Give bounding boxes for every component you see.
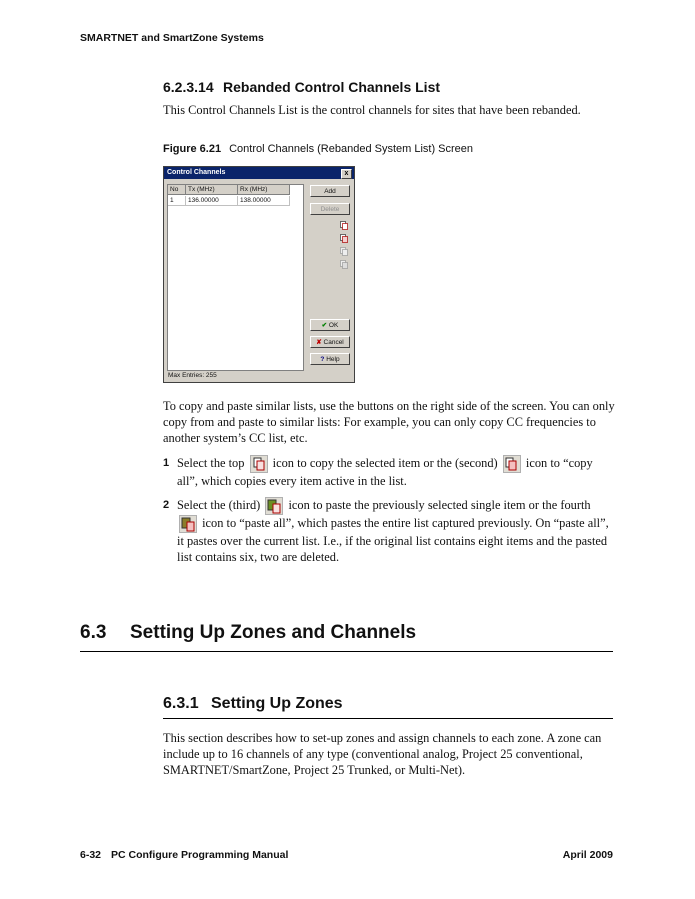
max-entries-label: Max Entries: 255	[168, 372, 217, 379]
section-title: Setting Up Zones and Channels	[130, 622, 417, 643]
check-icon: ✔	[321, 322, 328, 329]
zones-paragraph: This section describes how to set-up zones and assign channels to each zone. A zone can include up to 16 channels of any type (conventional analog, Project 25 conventional, SMARTNET/SmartZone, Project 25 Trunked, or Multi-Net).	[163, 731, 602, 777]
cancel-label: Cancel	[323, 339, 344, 346]
delete-button[interactable]: Delete	[310, 203, 350, 215]
manual-title: PC Configure Programming Manual	[111, 849, 289, 861]
footer-left	[80, 849, 288, 861]
add-button[interactable]: Add	[310, 185, 350, 197]
copy-all-icon[interactable]	[340, 234, 348, 243]
running-header: SMARTNET and SmartZone Systems	[80, 32, 264, 44]
copy-item-icon	[250, 455, 268, 473]
dialog-title: Control Channels	[167, 169, 226, 176]
figure-number: Figure 6.21	[163, 143, 222, 155]
paste-item-icon[interactable]	[340, 247, 348, 256]
step-number: 1	[163, 457, 170, 469]
close-icon[interactable]: x	[341, 169, 352, 179]
section-title: Rebanded Control Channels List	[223, 79, 441, 95]
section-number: 6.3.1	[163, 695, 199, 712]
row-tx-cell[interactable]: 136.00000	[186, 196, 238, 206]
section-heading-6-2-3-14	[163, 79, 440, 95]
paste-item-icon	[265, 497, 283, 515]
subsection-divider	[163, 718, 613, 719]
step-1	[163, 455, 612, 489]
page-number: 6-32	[80, 849, 102, 861]
figure-caption	[163, 143, 473, 155]
step-text: icon to paste the previously selected single item or the fourth	[288, 498, 591, 512]
copy-all-icon	[503, 455, 521, 473]
section-divider	[80, 651, 613, 652]
ok-label: OK	[328, 322, 339, 329]
step-number: 2	[163, 499, 170, 511]
step-text: icon to “paste all”, which pastes the entire list captured previously. On “paste all”, it pastes over the current list. I.e., if the original list contains eight items and the pasted list contains six, two are deleted.	[177, 516, 609, 565]
step-text: icon to copy the selected item or the (second)	[272, 456, 498, 470]
column-header-rx[interactable]: Rx (MHz)	[238, 185, 290, 195]
control-channels-dialog	[163, 166, 355, 383]
paste-all-icon[interactable]	[340, 260, 348, 269]
copy-item-icon[interactable]	[340, 221, 348, 230]
dialog-title-bar	[164, 167, 354, 179]
help-label: Help	[326, 356, 340, 363]
question-icon: ?	[320, 356, 325, 363]
row-rx-cell[interactable]: 138.00000	[238, 196, 290, 206]
column-header-no[interactable]: No	[168, 185, 186, 195]
section-heading-6-3-1	[163, 695, 343, 713]
figure-title: Control Channels (Rebanded System List) Screen	[229, 143, 474, 155]
x-icon: ✘	[316, 339, 322, 346]
channel-list[interactable]	[167, 184, 304, 371]
step-2	[163, 497, 612, 565]
cancel-button[interactable]	[310, 336, 350, 348]
footer-date: April 2009	[562, 849, 613, 861]
row-no-cell[interactable]: 1	[168, 196, 186, 206]
section-number: 6.3	[80, 622, 107, 643]
paste-all-icon	[179, 515, 197, 533]
section-title: Setting Up Zones	[211, 695, 343, 712]
section-heading-6-3	[80, 622, 416, 644]
section-number: 6.2.3.14	[163, 79, 214, 95]
step-text: Select the top	[177, 456, 245, 470]
intro-paragraph: This Control Channels List is the control channels for sites that have been rebanded.	[163, 103, 581, 117]
help-button[interactable]	[310, 353, 350, 365]
step-text: Select the (third)	[177, 498, 261, 512]
column-header-tx[interactable]: Tx (MHz)	[186, 185, 238, 195]
ok-button[interactable]	[310, 319, 350, 331]
step-text: icon to “copy all”, which copies every item active in the list.	[177, 456, 593, 489]
copy-paste-paragraph: To copy and paste similar lists, use the buttons on the right side of the screen. You can only copy from and paste to similar lists: For example, you can only copy CC frequencies to another system’s CC list, etc.	[163, 399, 615, 445]
